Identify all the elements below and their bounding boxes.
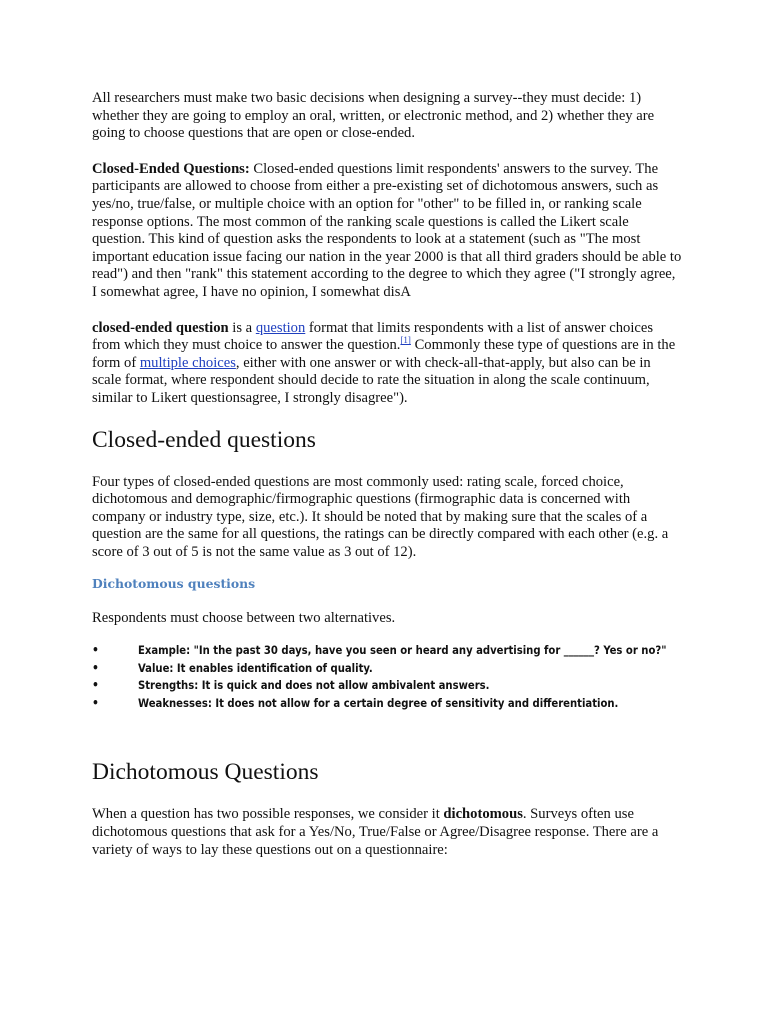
bullet-text: Example: "In the past 30 days, have you seen or heard any advertising for ______? Yes or no?" [138,644,667,658]
bullet-weaknesses [92,695,682,713]
bullet-icon: • [92,678,99,693]
bullet-text: Weaknesses: It does not allow for a certain degree of sensitivity and differentiation. [138,696,619,710]
bullet-value [92,660,682,678]
final-text-1: When a question has two possible responses, we consider it [92,806,444,823]
definition-text-1: is a [228,319,256,336]
bullet-icon: • [92,643,99,658]
closed-ended-text: Closed-ended questions limit respondents' answers to the survey. The participants are allowed to choose from either a pre-existing set of dichotomous answers, such as yes/no, true/false, or multiple choice with an option for "other" to be filled in, or ranking scale response options. The most common of the ranking scale questions is called the Likert scale question. This kind of question asks the respondents to look at a statement (such as "The most important education issue facing our nation in the year 2000 is that all third graders should be able to read") and then "rank" this statement according to the degree to which they agree ("I strongly agree, I somewhat agree, I have no opinion, I somewhat disA [92,160,682,300]
footnote-link[interactable]: [1] [400,335,411,346]
bullet-icon: • [92,660,99,675]
respondents-text: Respondents must choose between two alternatives. [92,610,396,627]
respondents-paragraph [92,610,682,628]
definition-text-3: Commonly these type of questions are in the form of [92,337,676,371]
bullet-text: Value: It enables identification of quality. [138,661,373,675]
closed-ended-paragraph [92,161,682,302]
final-text-2: . Surveys often use dichotomous questions that ask for a Yes/No, True/False or Agree/Disagree response. There are a variety of ways to lay these questions out on a questionnaire: [92,806,659,858]
bullet-strengths [92,677,682,695]
intro-text: All researchers must make two basic decisions when designing a survey--they must decide: 1) whether they are going to employ an oral, written, or electronic method, and 2) whether they are going to choose questions that are open or close-ended. [92,90,655,142]
definition-paragraph [92,320,682,408]
bullet-text: Strengths: It is quick and does not allow ambivalent answers. [138,679,490,693]
bullet-example [92,642,682,660]
closed-ended-label: Closed-Ended Questions: [92,160,250,177]
closed-ended-questions-heading: Closed-ended questions [92,426,316,453]
definition-term: closed-ended question [92,319,229,336]
dichotomous-term: dichotomous [443,806,523,823]
document-page [92,90,682,859]
definition-text-2: format that limits respondents with a list of answer choices from which they must choice to answer the question. [92,319,654,354]
types-text: Four types of closed-ended questions are most commonly used: rating scale, forced choice, dichotomous and demographic/firmographic questions (firmographic data is concerned with company or industry type, size, etc.). It should be noted that by making sure that the scales of a question are the same for all questions, the ratings can be directly compared with each other (e.g. a score of 3 out of 5 is not the same value as 3 out of 12). [92,473,669,560]
dichotomous-questions-heading: Dichotomous Questions [92,759,319,786]
dichotomous-questions-subheading: Dichotomous questions [92,576,256,592]
definition-text-4: , either with one answer or with check-all-that-apply, but also can be in scale format, where respondent should decide to rate the situation in along the scale continuum, similar to Likert questionsagree, I strongly disagree"). [92,354,651,406]
bullet-icon: • [92,695,99,710]
intro-paragraph [92,90,682,143]
final-paragraph [92,806,682,859]
question-link[interactable]: question [255,319,306,336]
types-paragraph [92,474,682,562]
dichotomous-bullet-list [92,642,682,712]
multiple-choices-link[interactable]: multiple choices [139,354,236,371]
